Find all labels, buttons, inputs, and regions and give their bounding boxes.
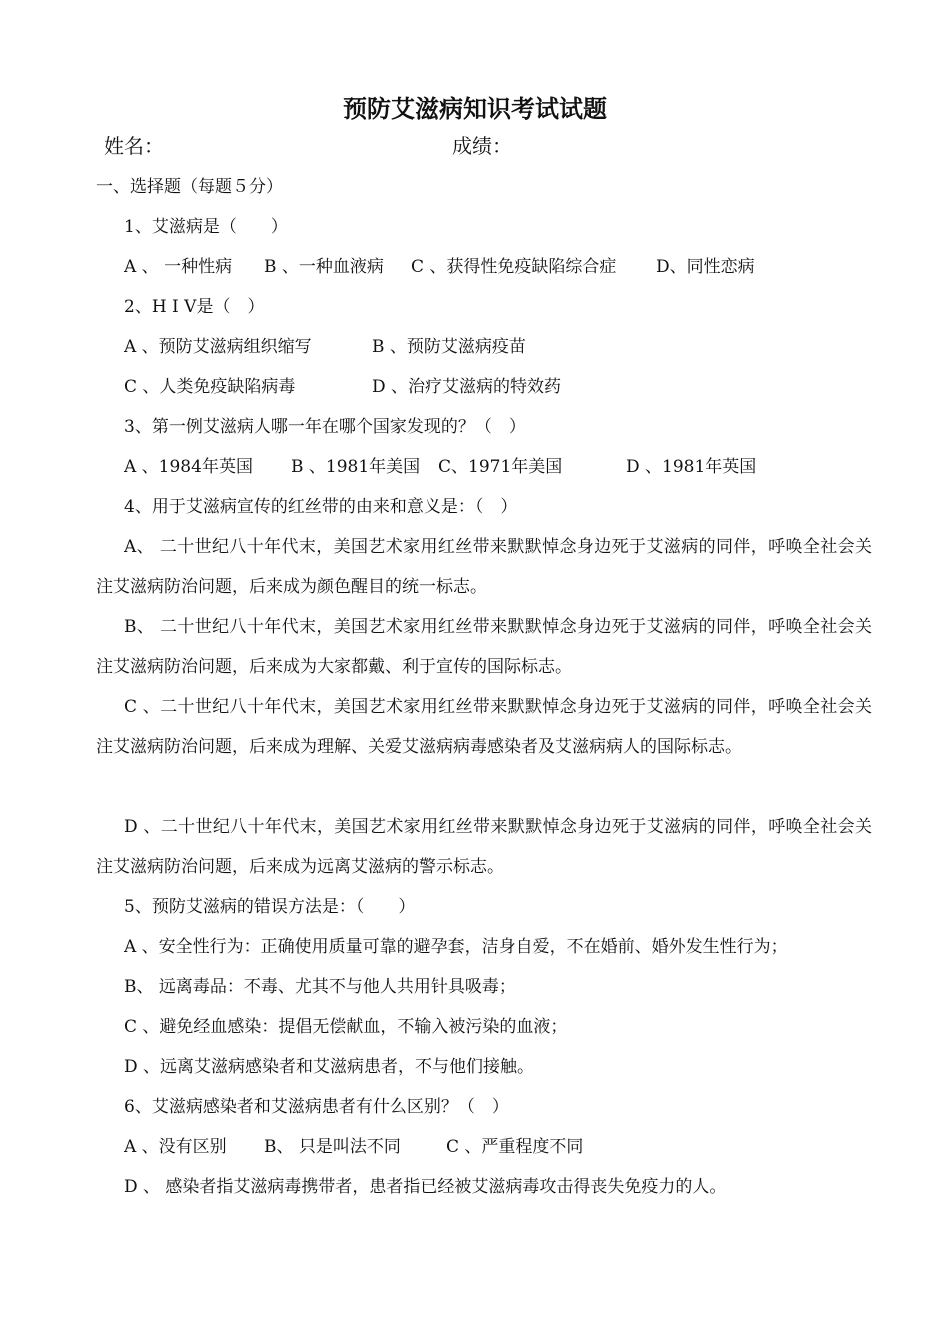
option-d: D 、治疗艾滋病的特效药 <box>372 377 562 397</box>
section-heading: 一、选择题（每题５分） <box>96 177 283 197</box>
option-c: C 、避免经血感染：提倡无偿献血，不输入被污染的血液； <box>124 1017 568 1037</box>
option-d: D 、 感染者指艾滋病毒携带者，患者指已经被艾滋病毒攻击得丧失免疫力的人。 <box>124 1177 727 1197</box>
option-a: A 、预防艾滋病组织缩写 <box>124 337 312 357</box>
question-2-stem: 2、H I V是（ ） <box>124 297 265 317</box>
option-b: B、 远离毒品：不毒、尤其不与他人共用针具吸毒； <box>124 977 516 997</box>
option-c: C 、获得性免疫缺陷综合症 <box>411 257 617 277</box>
option-b: B、 二十世纪八十年代末，美国艺术家用红丝带来默默悼念身边死于艾滋病的同伴，呼唤全社会关注艾滋病防治问题，后来成为大家都戴、利于宣传的国际标志。 <box>96 617 872 677</box>
question-1-stem: 1、艾滋病是（ ） <box>124 217 288 237</box>
question-4-stem: 4、用于艾滋病宣传的红丝带的由来和意义是：（ ） <box>124 497 518 517</box>
question-5-stem: 5、预防艾滋病的错误方法是：（ ） <box>124 897 416 917</box>
question-6-stem: 6、艾滋病感染者和艾滋病患者有什么区别？（ ） <box>124 1097 509 1117</box>
question-3-options <box>124 455 884 479</box>
question-3-stem: 3、第一例艾滋病人哪一年在哪个国家发现的？（ ） <box>124 417 526 437</box>
question-1-options <box>124 255 884 279</box>
option-d: D 、远离艾滋病感染者和艾滋病患者，不与他们接触。 <box>124 1057 535 1077</box>
option-a: A 、1984年英国 <box>124 457 253 477</box>
option-d: D 、二十世纪八十年代末，美国艺术家用红丝带来默默悼念身边死于艾滋病的同伴，呼唤全社会关注艾滋病防治问题，后来成为远离艾滋病的警示标志。 <box>96 817 872 877</box>
option-a: A 、没有区别 <box>124 1137 227 1157</box>
option-b: B、 只是叫法不同 <box>264 1137 401 1157</box>
option-a: A、 二十世纪八十年代末，美国艺术家用红丝带来默默悼念身边死于艾滋病的同伴，呼唤全社会关注艾滋病防治问题，后来成为颜色醒目的统一标志。 <box>96 537 872 597</box>
option-a: A 、安全性行为：正确使用质量可靠的避孕套，洁身自爱，不在婚前、婚外发生性行为； <box>124 937 788 957</box>
option-d: D 、1981年英国 <box>626 457 757 477</box>
option-d: D、同性恋病 <box>656 257 755 277</box>
score-label: 成绩： <box>452 134 512 158</box>
option-b: B 、1981年美国 <box>291 457 421 477</box>
name-label: 姓名： <box>104 134 164 158</box>
option-c: C 、人类免疫缺陷病毒 <box>124 377 296 397</box>
option-c: C、1971年美国 <box>438 457 563 477</box>
option-c: C 、二十世纪八十年代末，美国艺术家用红丝带来默默悼念身边死于艾滋病的同伴，呼唤全社会关注艾滋病防治问题，后来成为理解、关爱艾滋病病毒感染者及艾滋病病人的国际标志。 <box>96 697 872 757</box>
option-b: B 、一种血液病 <box>264 257 384 277</box>
option-c: C 、严重程度不同 <box>446 1137 584 1157</box>
exam-title: 预防艾滋病知识考试试题 <box>343 94 607 123</box>
option-b: B 、预防艾滋病疫苗 <box>372 337 526 357</box>
option-a: A 、 一种性病 <box>124 257 233 277</box>
question-6-options <box>124 1135 884 1159</box>
